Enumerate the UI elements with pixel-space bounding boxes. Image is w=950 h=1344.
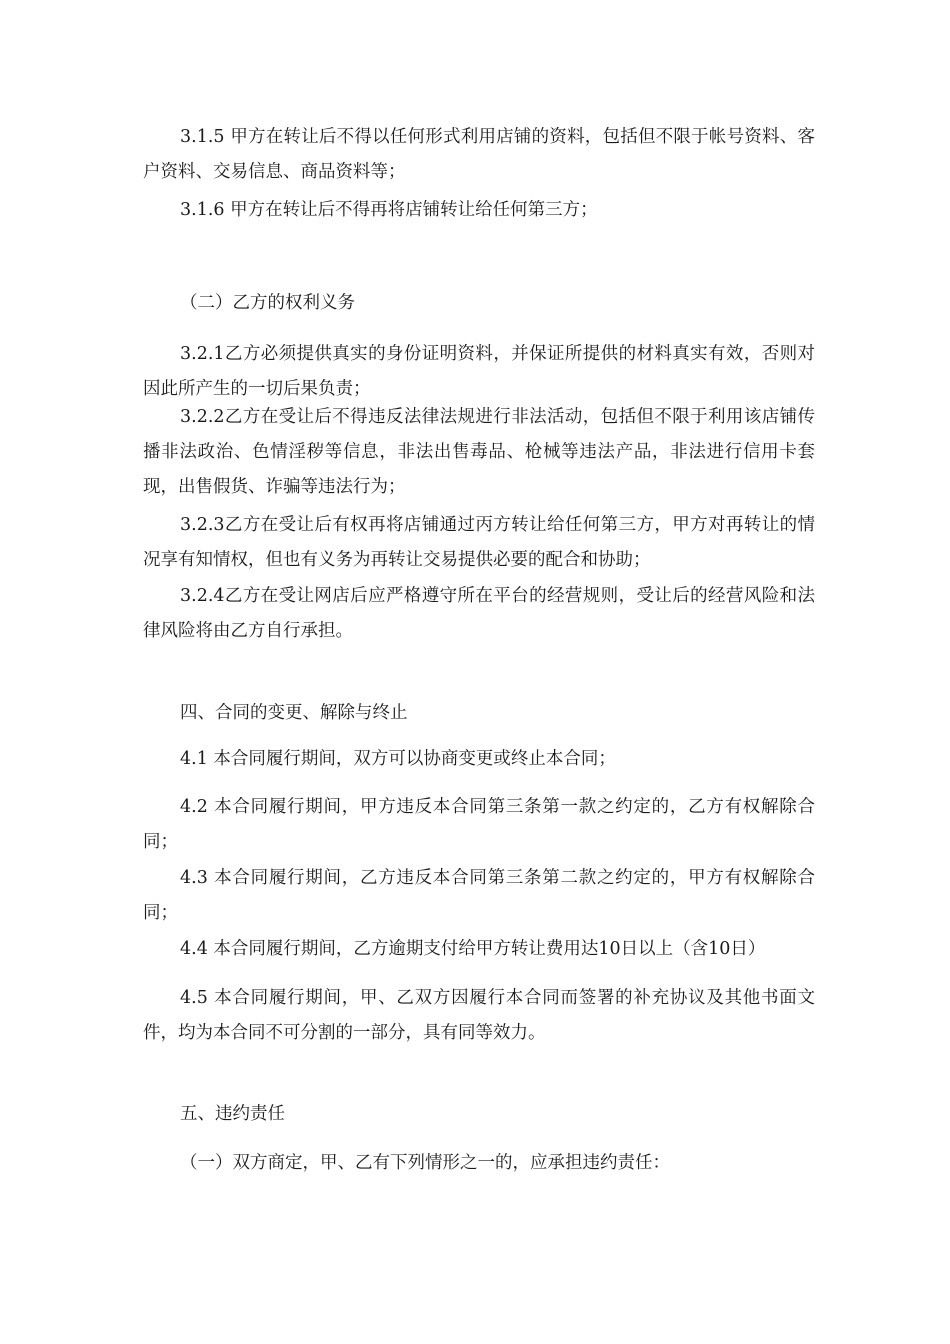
clause-3-1-5: 3.1.5 甲方在转让后不得以任何形式利用店铺的资料，包括但不限于帐号资料、客户资料、交易信息、商品资料等； xyxy=(143,127,815,182)
clause-4-4: 4.4 本合同履行期间，乙方逾期支付给甲方转让费用达10日以上（含10日） xyxy=(180,939,766,959)
clause-4-3: 4.3 本合同履行期间，乙方违反本合同第三条第二款之约定的，甲方有权解除合同； xyxy=(143,868,815,923)
clause-4-5: 4.5 本合同履行期间，甲、乙双方因履行本合同而签署的补充协议及其他书面文件，均为本合同不可分割的一部分，具有同等效力。 xyxy=(143,988,815,1043)
section-heading-four: 四、合同的变更、解除与终止 xyxy=(180,703,408,723)
clause-3-2-3: 3.2.3乙方在受让后有权再将店铺通过丙方转让给任何第三方，甲方对再转让的情况享有知情权，但也有义务为再转让交易提供必要的配合和协助； xyxy=(143,515,815,570)
clause-4-2: 4.2 本合同履行期间，甲方违反本合同第三条第一款之约定的，乙方有权解除合同； xyxy=(143,797,815,852)
clause-3-2-2: 3.2.2乙方在受让后不得违反法律法规进行非法活动，包括但不限于利用该店铺传播非法政治、色情淫秽等信息，非法出售毒品、枪械等违法产品，非法进行信用卡套现，出售假货、诈骗等违法行为； xyxy=(143,407,815,497)
clause-3-2-1: 3.2.1乙方必须提供真实的身份证明资料，并保证所提供的材料真实有效，否则对因此所产生的一切后果负责； xyxy=(143,344,815,399)
clause-3-2-4: 3.2.4乙方在受让网店后应严格遵守所在平台的经营规则，受让后的经营风险和法律风险将由乙方自行承担。 xyxy=(143,586,815,641)
clause-4-1: 4.1 本合同履行期间，双方可以协商变更或终止本合同； xyxy=(180,749,616,769)
clause-3-1-6: 3.1.6 甲方在转让后不得再将店铺转让给任何第三方； xyxy=(180,200,598,220)
clause-5-1-intro: （一）双方商定，甲、乙有下列情形之一的，应承担违约责任： xyxy=(180,1153,670,1173)
section-heading-party-b-rights: （二）乙方的权利义务 xyxy=(180,293,355,313)
section-heading-five: 五、违约责任 xyxy=(180,1104,285,1124)
